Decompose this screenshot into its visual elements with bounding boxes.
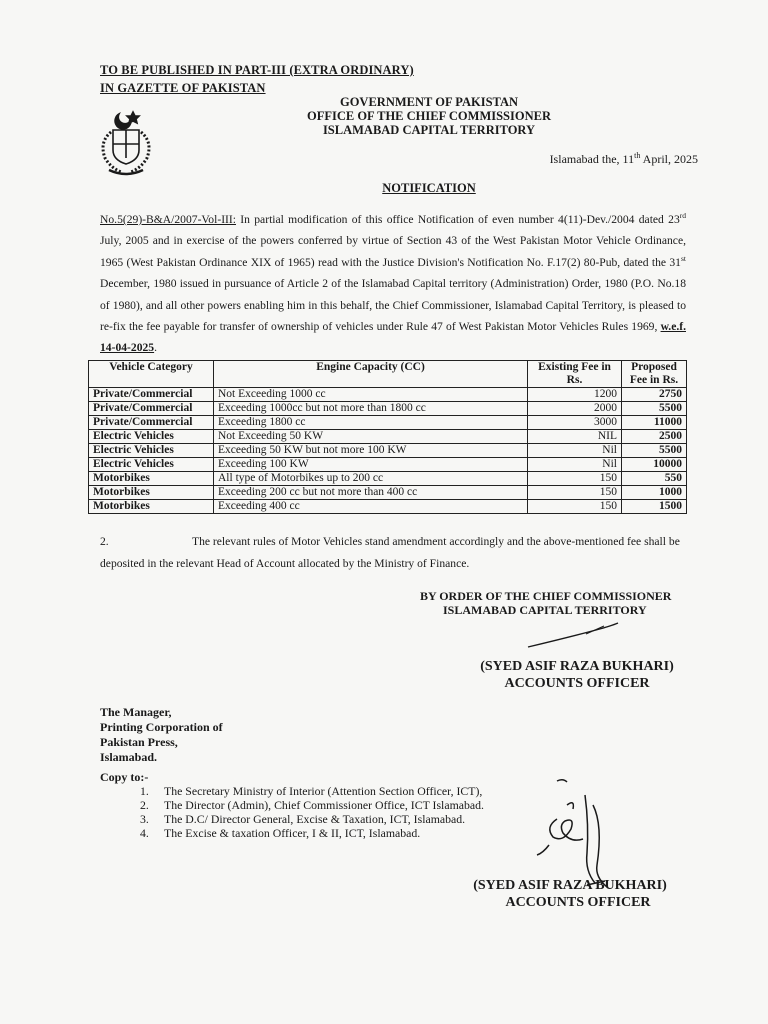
header-territory: ISLAMABAD CAPITAL TERRITORY <box>322 123 536 137</box>
table-row: Electric Vehicles Exceeding 100 KW Nil 10000 <box>89 458 687 472</box>
effective-date: w.e.f. 14-04-2025 <box>100 320 686 355</box>
header-engine-capacity: Engine Capacity (CC) <box>214 361 528 388</box>
order-line-2: ISLAMABAD CAPITAL TERRITORY <box>443 603 647 617</box>
table-row: Private/Commercial Exceeding 1800 cc 3000 11000 <box>89 416 687 430</box>
order-line-1: BY ORDER OF THE CHIEF COMMISSIONER <box>420 589 672 603</box>
copy-to-list <box>140 784 484 840</box>
fee-table-header <box>89 361 687 388</box>
handwritten-signature-icon <box>527 775 647 895</box>
signature-stroke-icon <box>526 620 621 650</box>
table-row: Electric Vehicles Not Exceeding 50 KW NIL 2500 <box>89 430 687 444</box>
signatory-name-2: (SYED ASIF RAZA BUKHARI) <box>473 878 667 893</box>
table-row: Private/Commercial Exceeding 1000cc but not more than 1800 cc 2000 5500 <box>89 402 687 416</box>
dateline: Islamabad the, 11th April, 2025 <box>549 151 698 166</box>
copy-to-label: Copy to:- <box>100 770 149 784</box>
table-row: Motorbikes Exceeding 200 cc but not more than 400 cc 150 1000 <box>89 486 687 500</box>
header-existing-fee: Existing Fee in Rs. <box>528 361 622 388</box>
list-item: 3. The D.C/ Director General, Excise & Taxation, ICT, Islamabad. <box>140 812 466 826</box>
header-proposed-fee: Proposed Fee in Rs. <box>622 361 687 388</box>
table-row: Motorbikes All type of Motorbikes up to 200 cc 150 550 <box>89 472 687 486</box>
notification-body: No.5(29)-B&A/2007-Vol-III: In partial modification of this office Notification of even number 4(11)-Dev./2004 dated 23rd July, 2005 and in exercise of the powers conferred by virtue of Section 43 of the West Pakistan Motor Vehicle Ordinance, 1965 (West Pakistan Ordinance XIX of 1965) read with the Justice Division's Notification No. F.17(2) 80-Pub, dated the 31st December, 1980 issued in pursuance of Article 2 of the Islamabad Capital territory (Administration) Order, 1980 (P.O. No.18 of 1980), and all other powers enabling him in this behalf, the Chief Commissioner, Islamabad Capital Territory, is pleased to re-fix the fee payable for transfer of ownership of vehicles under Rule 47 of West Pakistan Motor Vehicles Rules 1969, w.e.f. 14-04-2025. <box>100 211 686 355</box>
list-item: 1. The Secretary Ministry of Interior (Attention Section Officer, ICT), <box>140 784 483 798</box>
fee-table <box>88 360 687 514</box>
reference-number: No.5(29)-B&A/2007-Vol-III: <box>100 213 236 226</box>
header-vehicle-category: Vehicle Category <box>89 361 214 388</box>
gazette-line-1: TO BE PUBLISHED IN PART-III (EXTRA ORDINARY) <box>100 63 414 77</box>
signatory-title-2: ACCOUNTS OFFICER <box>505 895 651 910</box>
signatory-title: ACCOUNTS OFFICER <box>504 676 650 691</box>
notification-title: NOTIFICATION <box>382 181 476 195</box>
header-office: OFFICE OF THE CHIEF COMMISSIONER <box>306 109 551 123</box>
table-row: Private/Commercial Not Exceeding 1000 cc 1200 2750 <box>89 388 687 402</box>
gazette-line-2: IN GAZETTE OF PAKISTAN <box>100 81 266 95</box>
table-row: Electric Vehicles Exceeding 50 KW but not more 100 KW Nil 5500 <box>89 444 687 458</box>
paragraph-2: 2. The relevant rules of Motor Vehicles stand amendment accordingly and the above-mentioned fee shall be deposited in the relevant Head of Account allocated by the Ministry of Finance. <box>100 535 680 570</box>
list-item: 2. The Director (Admin), Chief Commissioner Office, ICT Islamabad. <box>140 798 484 812</box>
addressee: The Manager, Printing Corporation of Pakistan Press, Islamabad. <box>100 705 223 764</box>
list-item: 4. The Excise & taxation Officer, I & II, ICT, Islamabad. <box>140 826 421 840</box>
table-row: Motorbikes Exceeding 400 cc 150 1500 <box>89 500 687 514</box>
signatory-name: (SYED ASIF RAZA BUKHARI) <box>480 659 674 674</box>
header-government: GOVERNMENT OF PAKISTAN <box>339 95 519 109</box>
